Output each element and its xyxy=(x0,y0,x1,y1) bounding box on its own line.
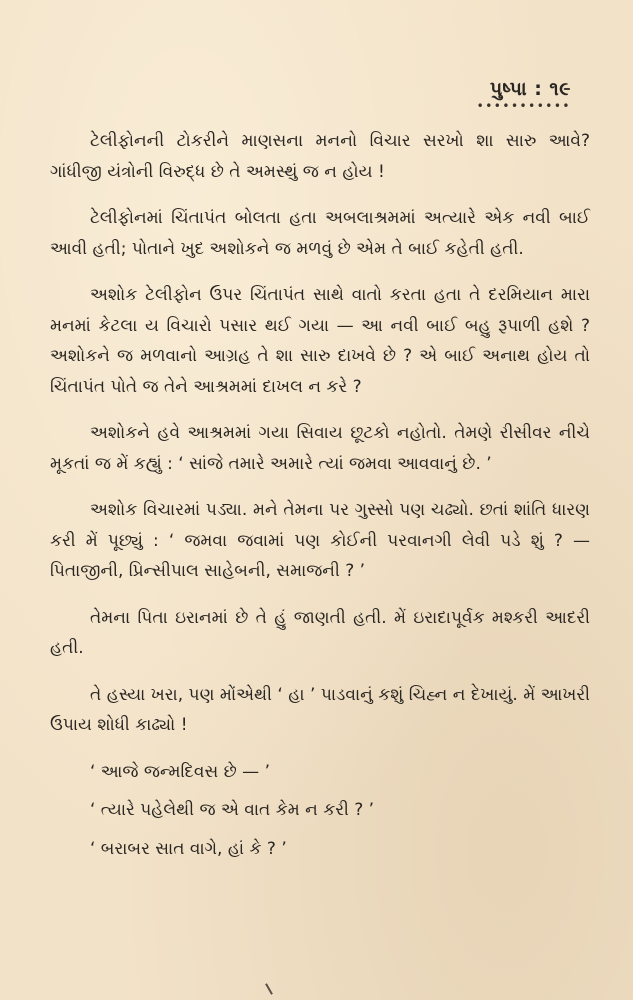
paragraph-2: ટેલીફોનમાં ચિંતાપંત બોલતા હતા અબલાશ્રમમાં અત્યારે એક નવી બાઈ આવી હતી; પોતાને ખુદ અશોકને જ મળવું છે એમ તે બાઈ કહેતી હતી. xyxy=(50,208,590,259)
dialogue-line-2: ‘ ત્યારે પહેલેથી જ એ વાત કેમ ન કરી ? ’ xyxy=(90,800,375,820)
chapter-page-number: પુષ્પા : ૧૯ xyxy=(489,78,571,100)
page-body xyxy=(50,126,590,872)
paragraph-3: અશોક ટેલીફોન ઉપર ચિંતાપંત સાથે વાતો કરતા હતા તે દરમિયાન મારા મનમાં કેટલા ય વિચારો પસાર થઈ ગયા — આ નવી બાઈ બહુ રૂપાળી હશે ? અશોકને જ મળવાનો આગ્રહ તે શા સારુ દાખવે છે ? એ બાઈ અનાથ હોય તો ચિંતાપંત પોતે જ તેને આશ્રમમાં દાખલ ન કરે ? xyxy=(50,285,590,397)
paragraph-5: અશોક વિચારમાં પડ્યા. મને તેમના પર ગુસ્સો પણ ચઢ્યો. છતાં શાંતિ ધારણ કરી મેં પૂછ્યું : ‘ જમવા જવામાં પણ કોઈની પરવાનગી લેવી પડે શું ? — પિતાજીની, પ્રિન્સીપાલ સાહેબની, સમાજની ? ’ xyxy=(50,500,590,581)
page-header xyxy=(477,78,571,111)
paragraph-6: તેમના પિતા ઇરાનમાં છે તે હું જાણતી હતી. મેં ઇરાદાપૂર્વક મશ્કરી આદરી હતી. xyxy=(50,607,590,658)
paragraph-7: તે હસ્યા ખરા, પણ મોંએથી ‘ હા ’ પાડવાનું કશું ચિહ્ન ન દેખાયું. મેં આખરી ઉપાય શોધી કાઢ્યો ! xyxy=(50,684,590,735)
header-dotted-rule: ••••••••••• xyxy=(476,99,571,113)
dialogue-line-1: ‘ આજે જન્મદિવસ છે — ’ xyxy=(90,761,270,782)
stray-ink-mark xyxy=(265,983,273,994)
dialogue-line-3: ‘ બરાબર સાત વાગે, હાં કે ? ’ xyxy=(90,838,287,859)
paragraph-1: ટેલીફોનની ટોકરીને માણસના મનનો વિચાર સરખો શા સારુ આવે? ગાંધીજી યંત્રોની વિરુદ્ધ છે તે અમસ્થું જ ન હોય ! xyxy=(50,131,590,182)
paragraph-4: અશોકને હવે આશ્રમમાં ગયા સિવાય છૂટકો નહોતો. તેમણે રીસીવર નીચે મૂકતાં જ મેં કહ્યું : ‘ સાંજે તમારે અમારે ત્યાં જમવા આવવાનું છે. ’ xyxy=(50,423,590,474)
